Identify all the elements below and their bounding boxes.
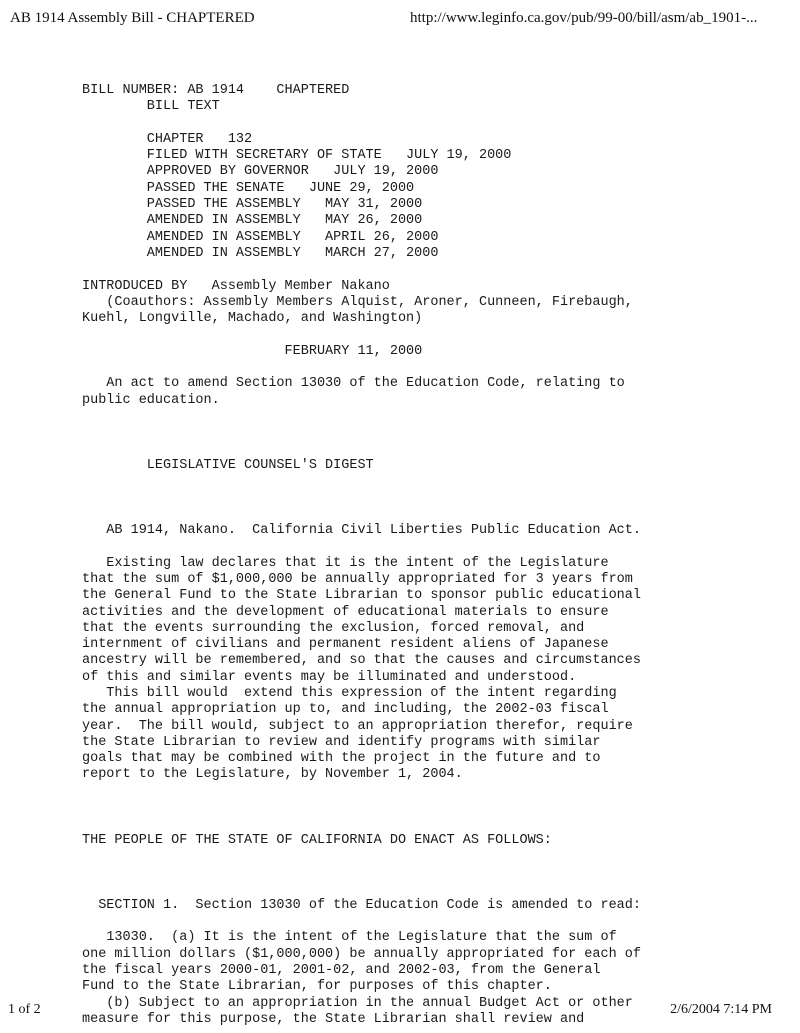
bill-text-line: year. The bill would, subject to an appropriation therefor, require <box>82 718 633 734</box>
bill-text-line: AMENDED IN ASSEMBLY MARCH 27, 2000 <box>82 245 439 261</box>
bill-text-line: INTRODUCED BY Assembly Member Nakano <box>82 278 390 294</box>
bill-text-line: that the sum of $1,000,000 be annually appropriated for 3 years from <box>82 571 633 587</box>
bill-text-line: report to the Legislature, by November 1, 2004. <box>82 767 463 783</box>
bill-text-line: (b) Subject to an appropriation in the annual Budget Act or other <box>82 995 633 1011</box>
bill-text-line: Existing law declares that it is the intent of the Legislature <box>82 555 609 571</box>
bill-text-line: An act to amend Section 13030 of the Education Code, relating to <box>82 376 625 392</box>
bill-text-line: Fund to the State Librarian, for purposes of this chapter. <box>82 979 552 995</box>
bill-text-line <box>82 490 641 506</box>
bill-text-line: the fiscal years 2000-01, 2001-02, and 2002-03, from the General <box>82 963 601 979</box>
bill-text-line: activities and the development of educational materials to ensure <box>82 604 609 620</box>
page-number: 1 of 2 <box>8 1002 41 1017</box>
bill-text-line: of this and similar events may be illuminated and understood. <box>82 669 577 685</box>
bill-text-line <box>82 425 641 441</box>
bill-text-line <box>82 360 641 376</box>
bill-text-line <box>82 409 641 425</box>
bill-text-line: measure for this purpose, the State Librarian shall review and <box>82 1011 585 1027</box>
bill-text-line <box>82 262 641 278</box>
print-timestamp: 2/6/2004 7:14 PM <box>670 1002 772 1017</box>
bill-text-line: one million dollars ($1,000,000) be annually appropriated for each of <box>82 946 641 962</box>
bill-text-line <box>82 539 641 555</box>
bill-text-line: CHAPTER 132 <box>82 131 253 147</box>
bill-text-line: PASSED THE SENATE JUNE 29, 2000 <box>82 180 415 196</box>
bill-text-line: ancestry will be remembered, and so that the causes and circumstances <box>82 653 641 669</box>
bill-text-line <box>82 784 641 800</box>
bill-text-line: AB 1914, Nakano. California Civil Liberties Public Education Act. <box>82 523 641 539</box>
bill-text-line: APPROVED BY GOVERNOR JULY 19, 2000 <box>82 164 439 180</box>
bill-text-line: the annual appropriation up to, and including, the 2002-03 fiscal <box>82 702 609 718</box>
bill-text-line: SECTION 1. Section 13030 of the Education Code is amended to read: <box>82 897 641 913</box>
bill-text-line <box>82 849 641 865</box>
bill-text-line <box>82 507 641 523</box>
bill-text-line <box>82 116 641 132</box>
bill-text-line: 13030. (a) It is the intent of the Legislature that the sum of <box>82 930 617 946</box>
bill-text-line <box>82 865 641 881</box>
bill-text-line: the State Librarian to review and identify programs with similar <box>82 734 601 750</box>
bill-text-line: goals that may be combined with the project in the future and to <box>82 751 601 767</box>
bill-text-line: public education. <box>82 392 220 408</box>
bill-text-line <box>82 816 641 832</box>
bill-text-line <box>82 442 641 458</box>
bill-text-line <box>82 800 641 816</box>
page-header-title: AB 1914 Assembly Bill - CHAPTERED <box>10 10 255 26</box>
bill-text-line: FILED WITH SECRETARY OF STATE JULY 19, 2000 <box>82 148 512 164</box>
bill-text-line <box>82 327 641 343</box>
bill-text-line: FEBRUARY 11, 2000 <box>82 343 423 359</box>
bill-text-line <box>82 882 641 898</box>
bill-text-line: AMENDED IN ASSEMBLY APRIL 26, 2000 <box>82 229 439 245</box>
bill-text-line: BILL TEXT <box>82 99 220 115</box>
bill-text-line: Kuehl, Longville, Machado, and Washington) <box>82 311 423 327</box>
bill-text-line: that the events surrounding the exclusion, forced removal, and <box>82 620 585 636</box>
page-header-url: http://www.leginfo.ca.gov/pub/99-00/bill/asm/ab_1901-... <box>410 10 758 26</box>
bill-text-line <box>82 914 641 930</box>
bill-text-line: This bill would extend this expression of the intent regarding <box>82 685 617 701</box>
bill-text-line: (Coauthors: Assembly Members Alquist, Aroner, Cunneen, Firebaugh, <box>82 294 633 310</box>
bill-text-body <box>82 83 641 1028</box>
bill-text-line: THE PEOPLE OF THE STATE OF CALIFORNIA DO ENACT AS FOLLOWS: <box>82 832 552 848</box>
bill-text-line: BILL NUMBER: AB 1914 CHAPTERED <box>82 83 350 98</box>
bill-text-line: AMENDED IN ASSEMBLY MAY 26, 2000 <box>82 213 423 229</box>
bill-text-line: internment of civilians and permanent resident aliens of Japanese <box>82 637 609 653</box>
bill-text-line: the General Fund to the State Librarian to sponsor public educational <box>82 588 641 604</box>
bill-text-line <box>82 474 641 490</box>
bill-text-line: LEGISLATIVE COUNSEL'S DIGEST <box>82 457 374 473</box>
bill-text-line: PASSED THE ASSEMBLY MAY 31, 2000 <box>82 197 423 213</box>
